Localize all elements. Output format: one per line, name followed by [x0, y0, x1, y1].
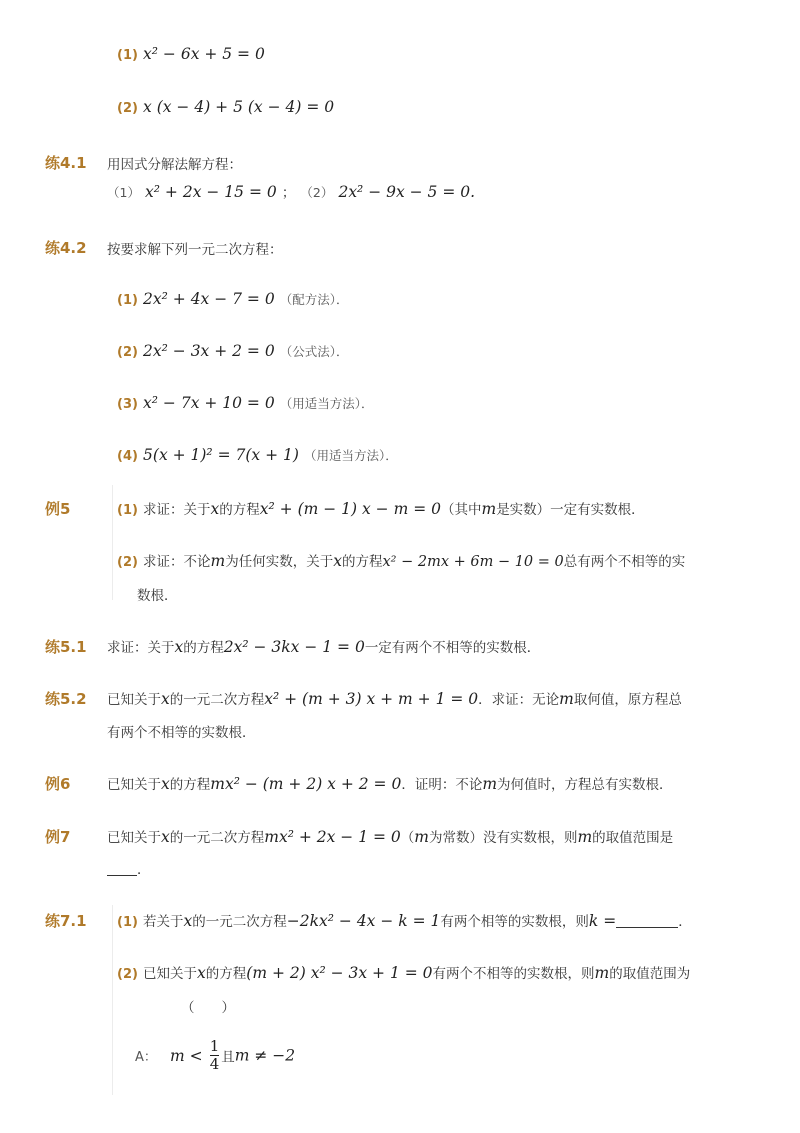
item-number: (2)	[117, 345, 138, 360]
example-tag-7: 例7	[45, 828, 71, 846]
exercise-tag-4-1: 练4.1	[45, 154, 87, 172]
text: 为常数）没有实数根，则	[428, 830, 578, 846]
exercise-part-2	[117, 962, 690, 982]
choice-a[interactable]	[135, 1038, 295, 1073]
answer-blank-line	[107, 858, 151, 878]
list-item	[117, 341, 349, 360]
text: 取何值，原方程总	[573, 692, 682, 708]
text-continuation: 数根．	[137, 588, 178, 604]
text: 的一元二次方程	[192, 914, 287, 930]
equation: −2kx² − 4x − k = 1	[286, 912, 441, 930]
variable: m	[577, 828, 593, 846]
fraction-denominator: 4	[209, 1055, 220, 1073]
text: 是实数）一定有实数根．	[496, 502, 645, 518]
variable: x	[161, 775, 170, 793]
text: 的一元二次方程	[169, 692, 265, 708]
item-number: (2)	[117, 101, 138, 116]
text: 已知关于	[143, 966, 198, 982]
problem-part-1	[117, 44, 265, 63]
divider-line	[112, 485, 113, 600]
list-item	[117, 445, 398, 464]
text-continuation: 有两个不相等的实数根．	[107, 725, 256, 741]
choice-expression: m ≠ −2	[234, 1046, 296, 1065]
answer-blank[interactable]	[107, 861, 137, 876]
variable: x	[197, 964, 206, 982]
divider-line	[112, 905, 113, 1095]
variable: k	[588, 912, 599, 930]
exercise-statement	[107, 636, 540, 656]
equation: x² + (m − 1) x − m = 0	[259, 500, 441, 518]
item-number: (3)	[117, 397, 138, 412]
text: 求证：不论	[143, 554, 211, 570]
example-tag-5: 例5	[45, 500, 71, 518]
text: 有两个不相等的实数根，则	[432, 966, 595, 982]
example-tag-6: 例6	[45, 775, 71, 793]
variable: m	[482, 775, 498, 793]
method-note: （用适当方法）．	[279, 396, 374, 411]
text: 为任何实数，关于	[225, 554, 334, 570]
equation: x² + 2x − 15 = 0	[145, 183, 277, 201]
text: 的取值范围是	[592, 830, 674, 846]
text: 已知关于	[107, 830, 161, 846]
separator: ；	[281, 185, 296, 201]
text: 的方程	[169, 777, 211, 793]
example-statement	[107, 773, 673, 793]
exercise-statement	[107, 688, 682, 708]
equation: 2x² + 4x − 7 = 0	[143, 290, 275, 308]
exercise-tag-5-2: 练5.2	[45, 690, 87, 708]
item-number: (1)	[117, 915, 138, 930]
item-number: （1）	[107, 185, 140, 200]
text: 且	[221, 1049, 235, 1066]
text: 的一元二次方程	[169, 830, 265, 846]
variable: x	[333, 552, 342, 570]
text: 的方程	[183, 640, 224, 656]
variable: x	[161, 690, 170, 708]
text: 若关于	[143, 914, 184, 930]
exercise-tag-7-1: 练7.1	[45, 912, 87, 930]
method-note: （配方法）．	[279, 292, 349, 307]
item-number: (2)	[117, 555, 138, 570]
variable: m	[559, 690, 574, 708]
equation: x² − 2mx + 6m − 10 = 0	[382, 554, 564, 570]
fraction	[210, 1038, 220, 1073]
choice-expression: m <	[170, 1046, 203, 1065]
text: （	[400, 830, 415, 846]
example-part-2	[117, 550, 685, 570]
equation: mx² − (m + 2) x + 2 = 0	[210, 775, 402, 793]
text: （其中	[440, 502, 482, 518]
answer-blank[interactable]	[616, 913, 678, 928]
equation: 2x² − 9x − 5 = 0.	[338, 183, 476, 201]
exercise-prompt: 按要求解下列一元二次方程：	[107, 242, 283, 258]
text: 的方程	[205, 966, 247, 982]
exercise-prompt: 用因式分解法解方程：	[107, 157, 242, 173]
exercise-tag-5-1: 练5.1	[45, 638, 87, 656]
text: 的方程	[219, 502, 260, 518]
text: 已知关于	[107, 777, 161, 793]
variable: x	[210, 500, 220, 518]
variable: m	[594, 964, 610, 982]
text: ．	[137, 862, 151, 878]
variable: x	[183, 912, 193, 930]
text: ．证明：不论	[401, 777, 483, 793]
method-note: （公式法）．	[279, 344, 349, 359]
item-number: (1)	[117, 48, 138, 63]
item-number: (1)	[117, 503, 138, 518]
text: 求证：关于	[143, 502, 211, 518]
equation: x² + (m + 3) x + m + 1 = 0	[264, 690, 479, 708]
text: ．求证：无论	[478, 692, 560, 708]
fraction-numerator: 1	[209, 1037, 220, 1055]
variable: x	[161, 828, 170, 846]
choice-label: A：	[135, 1050, 157, 1065]
variable: x	[174, 638, 184, 656]
example-part-1	[117, 498, 645, 518]
example-statement	[107, 826, 673, 846]
item-number: (4)	[117, 449, 138, 464]
exercise-part-1	[117, 910, 692, 930]
text: 已知关于	[107, 692, 161, 708]
text: 求证：关于	[107, 640, 175, 656]
text: 的取值范围为	[609, 966, 691, 982]
problem-part-2	[117, 97, 334, 116]
equation: mx² + 2x − 1 = 0	[264, 828, 401, 846]
variable: m	[414, 828, 429, 846]
list-item	[117, 289, 349, 308]
equals-sign: =	[598, 912, 617, 930]
item-number: （2）	[300, 185, 334, 200]
item-number: (2)	[117, 967, 138, 982]
text: 总有两个不相等的实	[563, 554, 686, 570]
equation: x (x − 4) + 5 (x − 4) = 0	[143, 98, 335, 116]
exercise-tag-4-2: 练4.2	[45, 239, 87, 257]
variable: m	[481, 500, 497, 518]
item-number: (1)	[117, 293, 138, 308]
exercise-equations	[107, 181, 475, 201]
text: 的方程	[341, 554, 383, 570]
answer-paren[interactable]: （ ）	[181, 1000, 235, 1016]
text: 一定有两个不相等的实数根．	[364, 640, 541, 656]
equation: x² − 7x + 10 = 0	[143, 394, 275, 412]
equation: 2x² − 3x + 2 = 0	[143, 342, 275, 360]
method-note: （用适当方法）．	[303, 448, 398, 463]
text: 有两个相等的实数根，则	[440, 914, 589, 930]
equation: (m + 2) x² − 3x + 1 = 0	[246, 964, 433, 982]
list-item	[117, 393, 374, 412]
text: ．	[678, 914, 692, 930]
equation: 2x² − 3kx − 1 = 0	[223, 638, 365, 656]
variable: m	[210, 552, 226, 570]
text: 为何值时，方程总有实数根．	[497, 777, 673, 793]
equation: x² − 6x + 5 = 0	[143, 45, 265, 63]
equation: 5(x + 1)² = 7(x + 1)	[143, 446, 299, 464]
